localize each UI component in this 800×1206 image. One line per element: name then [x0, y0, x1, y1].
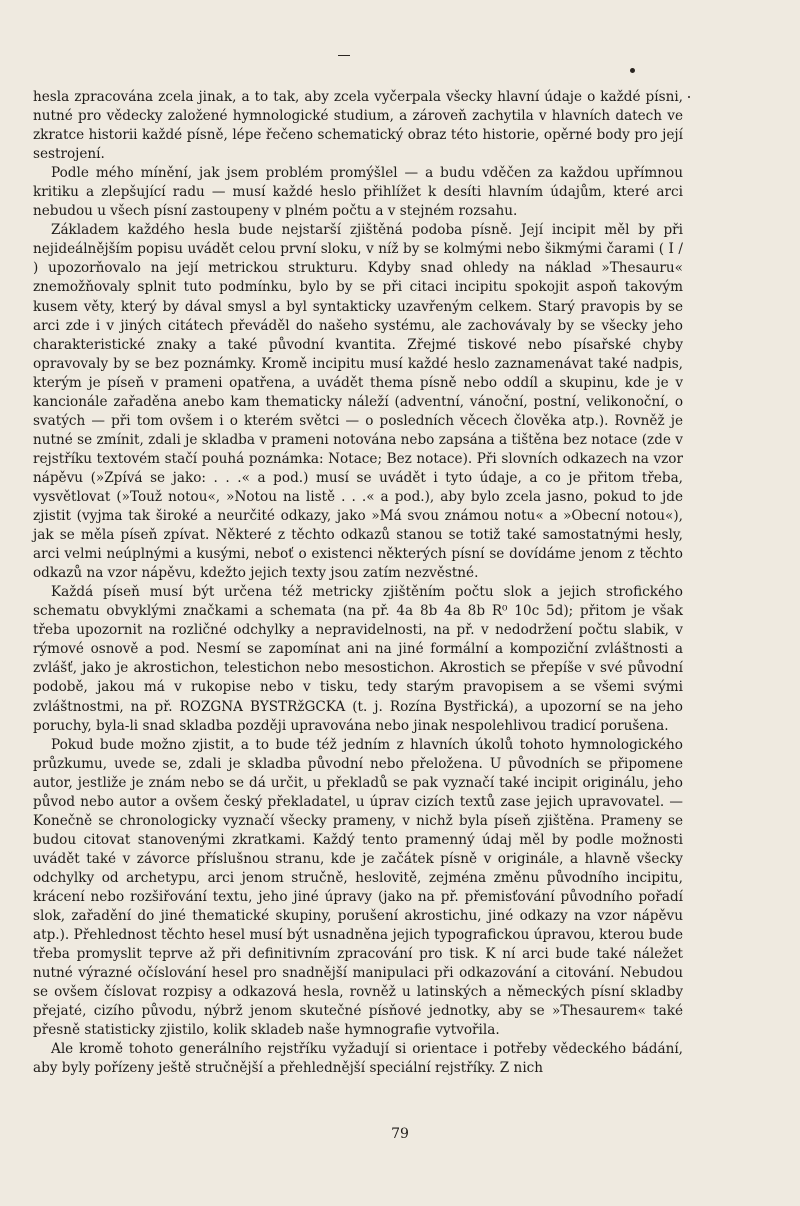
body-text: [33, 88, 683, 1078]
paragraph: Podle mého mínění, jak jsem problém promýšlel — a budu vděčen za každou upřímnou kritiku a zlepšující radu — musí každé heslo přihlížet k desíti hlavním údajům, které arci nebudou u všech písní zastoupeny v plném počtu a v stejném rozsahu.: [33, 165, 683, 220]
paragraph: Základem každého hesla bude nejstarší zjištěná podoba písně. Její incipit měl by při nejideálnějším popisu uvádět celou první sloku, v níž by se kolmými nebo šikmými čarami ( I / ) upozorňovalo na její metrickou strukturu. Kdyby snad ohledy na náklad »Thesauru« znemožňovaly splnit tuto podmínku, bylo by se při citaci incipitu spokojit aspoň takovým kusem věty, který by dával smysl a byl syntakticky uzavřeným celkem. Starý pravopis by se arci zde i v jiných citátech převáděl do našeho systému, ale zachovávaly by se všecky jeho charakteristické znaky a také původní kvantita. Zřejmé tiskové nebo písařské chyby opravovaly by se bez poznámky. Kromě incipitu musí každé heslo zaznamenávat také nadpis, kterým je píseň v prameni opatřena, a uvádět thema písně nebo oddíl a skupinu, kde je v kancionále zařaděna anebo kam thematicky náleží (adventní, vánoční, postní, velikonoční, o svatých — při tom ovšem i o kterém světci — o posledních věcech člověka atp.). Rovněž je nutné se zmínit, zdali je skladba v prameni notována nebo zapsána a tištěna bez notace (zde v rejstříku textovém stačí pouhá poznámka: Notace; Bez notace). Při slovních odkazech na vzor nápěvu (»Zpívá se jako: . . .« a pod.) musí se uvádět i tyto údaje, a co je přitom třeba, vysvětlovat (»Touž notou«, »Notou na listě . . .« a pod.), aby bylo zcela jasno, pokud to jde zjistit (vyjma tak široké a neurčité odkazy, jako »Má svou známou notu« a »Obecní notou«), jak se měla píseň zpívat. Některé z těchto odkazů stanou se totiž také samostatnými hesly, arci velmi neúplnými a kusými, neboť o existenci některých písní se dovídáme jenom z těchto odkazů na vzor nápěvu, kdežto jejich texty jsou zatím nezvěstné.: [33, 222, 683, 582]
paragraph: Pokud bude možno zjistit, a to bude též jedním z hlavních úkolů tohoto hymnologického průzkumu, uvede se, zdali je skladba původní nebo přeložena. U původních se připomene autor, jestliže je znám nebo se dá určit, u překladů se pak vyznačí také incipit originálu, jeho původ nebo autor a ovšem český překladatel, u úprav cizích textů zase jejich upravovatel. — Konečně se chronologicky vyznačí všecky prameny, v nichž byla píseň zjištěna. Prameny se budou citovat stanovenými zkratkami. Každý tento pramenný údaj měl by podle možnosti uvádět také v závorce příslušnou stranu, kde je začátek písně v originále, a hlavně všecky odchylky od archetypu, arci jenom stručně, heslovitě, zejména změnu původního incipitu, krácení nebo rozšiřování textu, jeho jiné úpravy (jako na př. přemisťování původního pořadí slok, zařadění do jiné thematické skupiny, porušení akrostichu, jiné odkazy na vzor nápěvu atp.). Přehlednost těchto hesel musí být usnadněna jejich typografickou úpravou, kterou bude třeba promyslit teprve až při definitivním zpracování pro tisk. K ní arci bude také náležet nutné výrazné očíslování hesel pro snadnější manipulaci při odkazování a citování. Nebudou se ovšem číslovat rozpisy a odkazová hesla, rovněž u latinských a německých písní skladby přejaté, cizího původu, nýbrž jenom skutečné písňové jednotky, aby se »Thesaurem« také přesně statisticky zjistilo, kolik skladeb naše hymnografie vytvořila.: [33, 736, 683, 1039]
ink-speck: [630, 68, 635, 73]
page-number: 79: [391, 1126, 409, 1142]
ink-speck: [338, 55, 350, 56]
paragraph: Ale kromě tohoto generálního rejstříku vyžadují si orientace i potřeby vědeckého bádání, aby byly pořízeny ještě stručnější a přehlednější speciální rejstříky. Z nich: [33, 1041, 683, 1077]
paragraph: hesla zpracována zcela jinak, a to tak, aby zcela vyčerpala všecky hlavní údaje o každé písni, nutné pro vědecky založené hymnologické studium, a zároveň zachytila v hlavních datech ve zkratce historii každé písně, lépe řečeno schematický obraz této historie, opěrné body pro její sestrojení.: [33, 89, 683, 163]
ink-speck: [688, 96, 690, 98]
paragraph: Každá píseň musí být určena též metricky zjištěním počtu slok a jejich strofického schematu obvyklými značkami a schemata (na př. 4a 8b 4a 8b R⁰ 10c 5d); přitom je však třeba upozornit na rozličné odchylky a nepravidelnosti, na př. v nedodržení počtu slabik, v rýmové osnově a pod. Nesmí se zapomínat ani na jiné formální a kompoziční zvláštnosti a zvlášť, jako je akrostichon, telestichon nebo mesostichon. Akrostich se přepíše v své původní podobě, jakou má v rukopise nebo v tisku, tedy starým pravopisem a se všemi svými zvláštnostmi, na př. ROZGNA BYSTRžGCKA (t. j. Rozína Bystřická), a upozorní se na jeho poruchy, byla-li snad skladba později upravována nebo jinak nespolehlivou tradicí porušena.: [33, 584, 683, 734]
